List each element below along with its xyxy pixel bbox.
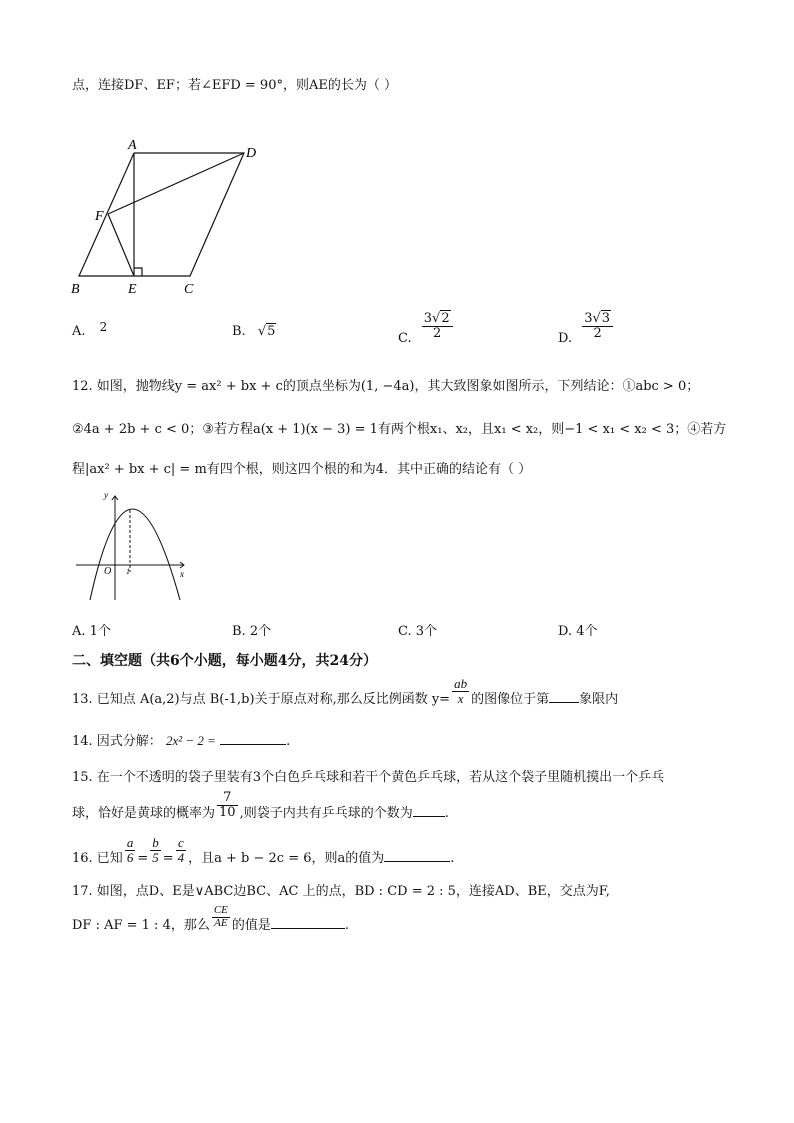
q17-after: 的值是	[231, 917, 271, 933]
q13-answer-blank[interactable]	[549, 690, 579, 703]
q13-fraction	[452, 677, 469, 705]
q16-end: .	[450, 850, 455, 866]
q12-line1: 12. 如图，抛物线y = ax² + bx + c的顶点坐标为(1, −4a)，其大致图象如图所示，下列结论：①abc > 0；	[72, 379, 700, 394]
option-label: C.	[398, 624, 412, 639]
parabola-curve	[90, 509, 180, 600]
parallelogram-outline	[79, 153, 244, 276]
q16-fraction-a: $\frac{a}{6}$	[126, 835, 134, 865]
option-label: A.	[72, 624, 86, 639]
option-label: D.	[558, 330, 573, 346]
q11-parallelogram-figure	[66, 135, 266, 297]
q15-end: .	[444, 805, 449, 821]
option-value: 4个	[576, 624, 598, 639]
option-value: 3个	[415, 624, 438, 639]
q15-line2	[72, 791, 449, 819]
segment-FE	[108, 214, 134, 276]
option-label: B.	[232, 324, 246, 339]
q12-option-c[interactable]	[398, 620, 437, 639]
label-A: A	[128, 138, 137, 153]
option-value: 2个	[249, 624, 272, 639]
q14-after: .	[286, 734, 291, 749]
q15-line1: 15. 在一个不透明的袋子里装有3个白色乒乓球和若干个黄色乒乓球，若从这个袋子里随机摸出一个乒乓	[72, 770, 665, 785]
label-C: C	[184, 282, 194, 297]
q17-fraction	[212, 905, 230, 929]
q12-option-b[interactable]	[232, 620, 271, 639]
q14-expression: 2x² − 2 =	[165, 733, 216, 748]
q17-before: DF : AF = 1 : 4，那么	[72, 917, 210, 933]
option-value: √5	[257, 324, 276, 339]
q11-option-a[interactable]	[72, 320, 108, 339]
q16-before: 16. 已知	[72, 850, 123, 866]
q13-after2: 象限内	[579, 691, 619, 707]
label-E: E	[128, 282, 137, 297]
option-label: C.	[398, 330, 412, 346]
q16-middle: ，且a + b − 2c = 6，则a的值为	[188, 850, 385, 866]
q16: 16. 已知 $\frac{a}{6}$ = $\frac{b}{5}$ = $\frac{c}{4}$ ，且a + b − 2c = 6，则a的值为 .	[72, 835, 455, 866]
q12-line2: ②4a + 2b + c < 0；③若方程a(x + 1)(x − 3) = 1有两个根x₁、x₂，且x₁ < x₂，则−1 < x₁ < x₂ < 3；④若方	[72, 422, 727, 437]
q15-fraction	[217, 791, 238, 819]
option-value: 2	[99, 320, 108, 334]
q14	[72, 730, 290, 749]
graph-label-y: y	[104, 490, 108, 500]
q12-parabola-graph	[72, 488, 192, 604]
graph-label-origin: O	[104, 566, 112, 577]
q17-line2	[72, 904, 350, 933]
option-label: A.	[72, 324, 86, 339]
label-F: F	[95, 209, 104, 224]
graph-label-x: x	[180, 569, 184, 579]
q15-answer-blank[interactable]	[413, 804, 445, 817]
q11-option-c[interactable]	[398, 311, 455, 346]
q13-after1: 的图像位于第	[471, 691, 550, 707]
q16-answer-blank[interactable]	[384, 849, 450, 862]
q12-option-a[interactable]	[72, 620, 111, 639]
q14-before: 14. 因式分解：	[72, 734, 162, 749]
graph-label-one: 1	[126, 567, 130, 576]
option-value: 1个	[89, 624, 111, 639]
q13-before: 13. 已知点 A(a,2)与点 B(-1,b)关于原点对称,那么反比例函数 y=	[72, 691, 451, 707]
q12-option-d[interactable]	[558, 620, 598, 639]
fraction-numerator: 7	[217, 791, 238, 806]
fraction-denominator: 10	[219, 804, 236, 820]
q17-line1: 17. 如图，点D、E是∨ABC边BC、AC 上的点，BD : CD = 2 : 5，连接AD、BE，交点为F,	[72, 884, 610, 899]
q11-option-d[interactable]	[558, 311, 615, 346]
q15-after: ,则袋子内共有乒乓球的个数为	[239, 805, 413, 821]
q17-answer-blank[interactable]	[271, 916, 345, 929]
q13	[72, 677, 618, 705]
section-title: 二、填空题（共6个小题，每小题4分，共24分）	[72, 653, 377, 669]
segment-FD	[108, 153, 244, 214]
right-angle-mark	[134, 268, 142, 276]
q11-option-b[interactable]	[232, 324, 276, 339]
label-B: B	[71, 282, 80, 297]
fraction-numerator: ab	[454, 676, 468, 691]
option-value: $\frac{3√3}{2}$	[582, 312, 613, 340]
q15-before: 球，恰好是黄球的概率为	[72, 805, 216, 821]
fraction-denominator: AE	[214, 916, 228, 929]
q14-answer-blank[interactable]	[220, 732, 286, 745]
fraction-numerator: CE	[213, 904, 228, 916]
option-value: $\frac{3√2}{2}$	[422, 312, 453, 340]
q12-line3: 程|ax² + bx + c| = m有四个根，则这四个根的和为4．其中正确的结论有（ ）	[72, 462, 532, 477]
option-label: B.	[232, 624, 246, 639]
q16-fraction-c: $\frac{c}{4}$	[177, 835, 185, 865]
q17-end: .	[344, 917, 350, 933]
q16-fraction-b: $\frac{b}{5}$	[152, 835, 159, 865]
option-label: D.	[558, 624, 573, 639]
fraction-denominator: x	[457, 690, 464, 706]
q11-stem: 点，连接DF、EF；若∠EFD = 90°，则AE的长为（ ）	[72, 78, 397, 93]
label-D: D	[246, 146, 257, 161]
